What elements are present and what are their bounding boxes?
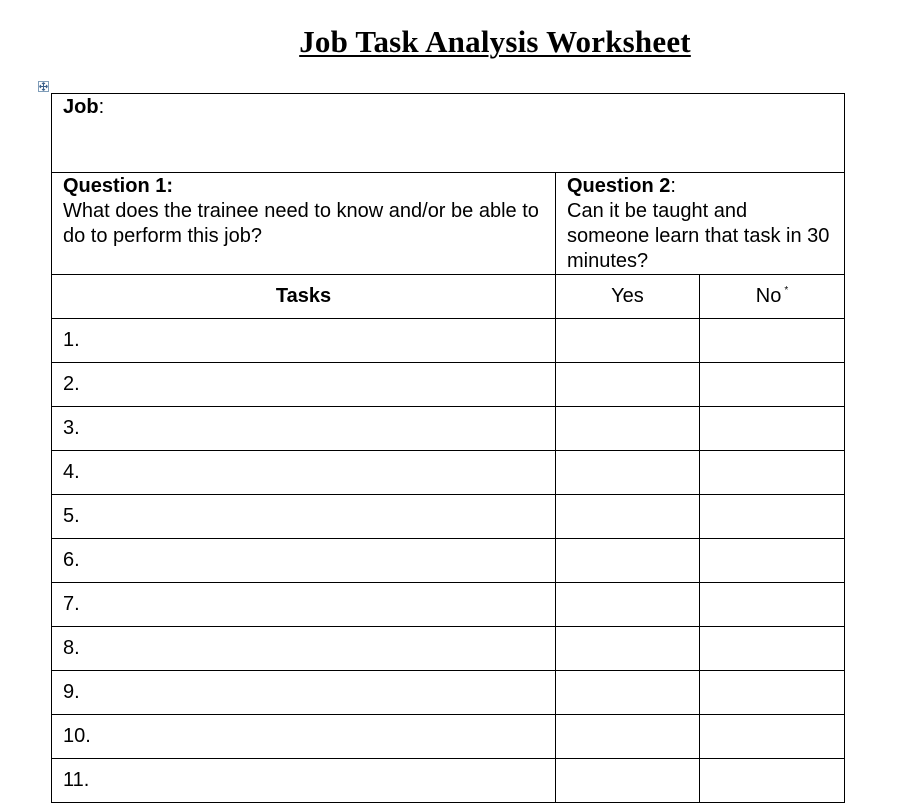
no-cell[interactable] <box>700 671 845 715</box>
questions-row <box>52 173 845 275</box>
no-header-label: No <box>755 285 782 307</box>
no-cell[interactable] <box>700 363 845 407</box>
task-row <box>52 715 845 759</box>
task-row <box>52 539 845 583</box>
task-number: 6. <box>63 549 80 571</box>
task-cell[interactable] <box>52 715 556 759</box>
task-row <box>52 363 845 407</box>
task-row <box>52 451 845 495</box>
job-label: Job <box>63 96 99 118</box>
no-cell[interactable] <box>700 495 845 539</box>
no-cell[interactable] <box>700 715 845 759</box>
question1-title: Question 1: <box>63 175 174 197</box>
no-cell[interactable] <box>700 319 845 363</box>
task-row <box>52 319 845 363</box>
question2-text: Can it be taught and someone learn that task in 30 minutes? <box>567 200 830 272</box>
job-field[interactable] <box>52 94 845 173</box>
task-number: 4. <box>63 461 80 483</box>
task-cell[interactable] <box>52 451 556 495</box>
task-row <box>52 671 845 715</box>
task-cell[interactable] <box>52 759 556 803</box>
question1-cell <box>52 173 556 275</box>
no-cell[interactable] <box>700 539 845 583</box>
no-cell[interactable] <box>700 451 845 495</box>
yes-cell[interactable] <box>556 495 700 539</box>
task-cell[interactable] <box>52 319 556 363</box>
job-task-table <box>51 93 845 803</box>
yes-cell[interactable] <box>556 715 700 759</box>
no-header <box>700 275 845 319</box>
task-row <box>52 407 845 451</box>
task-number: 2. <box>63 373 80 395</box>
task-cell[interactable] <box>52 407 556 451</box>
task-number: 1. <box>63 329 80 351</box>
question2-cell <box>556 173 845 275</box>
task-rows <box>52 319 845 803</box>
yes-cell[interactable] <box>556 451 700 495</box>
yes-header: Yes <box>556 275 700 319</box>
task-cell[interactable] <box>52 363 556 407</box>
no-cell[interactable] <box>700 583 845 627</box>
task-row <box>52 759 845 803</box>
task-number: 3. <box>63 417 80 439</box>
task-number: 11. <box>63 769 90 791</box>
task-row <box>52 583 845 627</box>
task-row <box>52 627 845 671</box>
no-cell[interactable] <box>700 627 845 671</box>
yes-cell[interactable] <box>556 363 700 407</box>
task-number: 7. <box>63 593 80 615</box>
task-number: 5. <box>63 505 80 527</box>
task-cell[interactable] <box>52 583 556 627</box>
yes-cell[interactable] <box>556 319 700 363</box>
task-number: 8. <box>63 637 80 659</box>
yes-cell[interactable] <box>556 627 700 671</box>
question1-text: What does the trainee need to know and/or be able to do to perform this job? <box>63 200 539 247</box>
yes-cell[interactable] <box>556 759 700 803</box>
no-cell[interactable] <box>700 759 845 803</box>
task-row <box>52 495 845 539</box>
task-cell[interactable] <box>52 627 556 671</box>
tasks-header: Tasks <box>52 275 556 319</box>
question2-title: Question 2 <box>567 175 671 197</box>
no-footnote-marker: * <box>784 285 789 296</box>
task-number: 9. <box>63 681 80 703</box>
task-cell[interactable] <box>52 539 556 583</box>
question2-title-colon: : <box>670 175 676 197</box>
document-title: Job Task Analysis Worksheet <box>299 24 691 59</box>
yes-cell[interactable] <box>556 583 700 627</box>
job-row <box>52 94 845 173</box>
yes-cell[interactable] <box>556 671 700 715</box>
yes-cell[interactable] <box>556 539 700 583</box>
no-cell[interactable] <box>700 407 845 451</box>
task-number: 10. <box>63 725 91 747</box>
yes-cell[interactable] <box>556 407 700 451</box>
task-cell[interactable] <box>52 495 556 539</box>
job-label-colon: : <box>98 96 105 118</box>
task-cell[interactable] <box>52 671 556 715</box>
table-move-handle-icon[interactable] <box>38 81 49 92</box>
header-row <box>52 275 845 319</box>
